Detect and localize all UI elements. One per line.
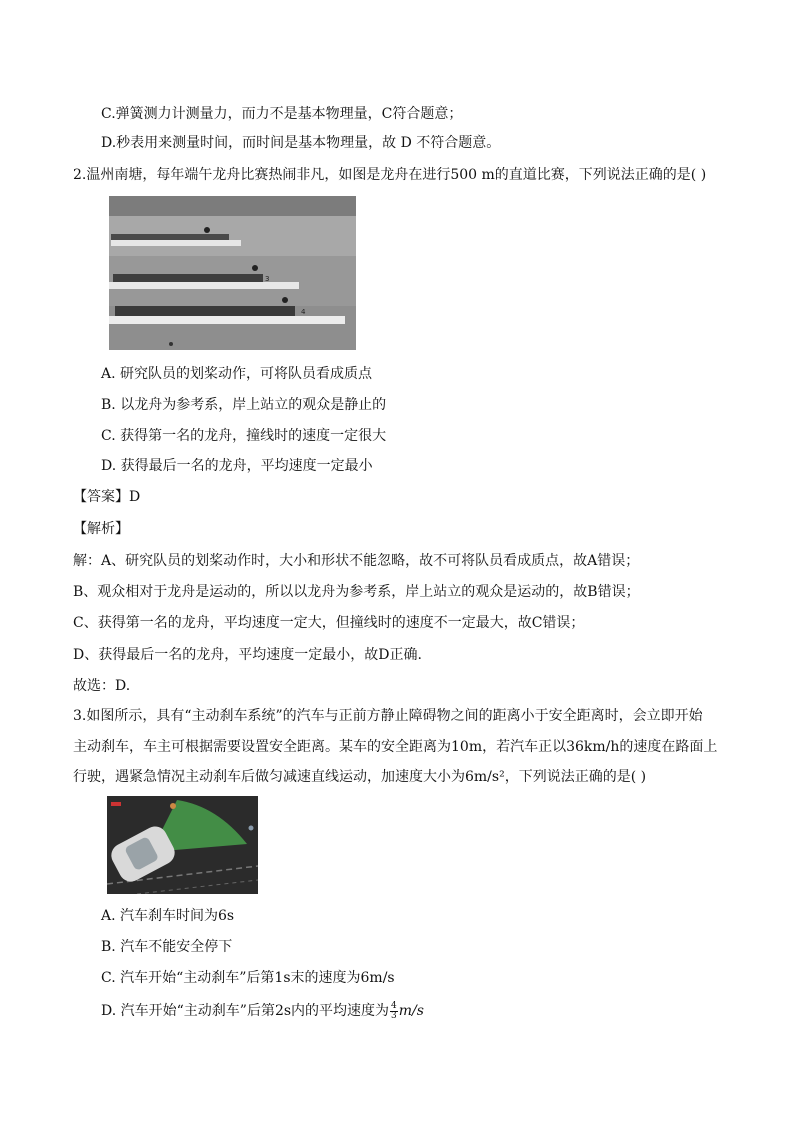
q3-option-d [101, 1001, 424, 1021]
question-3-line-1: 3.如图所示，具有“主动刹车系统”的汽车与正前方静止障碍物之间的距离小于安全距离时，会立即开始 [73, 708, 703, 724]
question-2: 2.温州南塘，每年端午龙舟比赛热闹非凡，如图是龙舟在进行500 m的直道比赛，下列说法正确的是( ) [73, 167, 707, 183]
q2-option-b: B. 以龙舟为参考系，岸上站立的观众是静止的 [101, 397, 387, 413]
fraction-numerator: 4 [391, 1000, 397, 1011]
boat-number-3: 3 [265, 275, 270, 283]
fraction [390, 1002, 398, 1021]
q3-option-d-unit: m/s [398, 1003, 424, 1019]
analysis-label: 【解析】 [73, 521, 129, 537]
line-c-prev: C.弹簧测力计测量力，而力不是基本物理量，C符合题意； [101, 106, 463, 122]
pedestrian-2 [249, 826, 254, 831]
question-3-line-2: 主动刹车，车主可根据需要设置安全距离。某车的安全距离为10m，若汽车正以36km/h的速度在路面上 [73, 739, 718, 755]
answer-label: 【答案】D [73, 489, 141, 505]
question-3-line-3: 行驶，遇紧急情况主动刹车后做匀减速直线运动，加速度大小为6m/s²，下列说法正确的是( ) [73, 769, 647, 785]
analysis-line-3: C、获得第一名的龙舟，平均速度一定大，但撞线时的速度不一定最大，故C错误； [73, 615, 585, 631]
q2-option-d: D. 获得最后一名的龙舟，平均速度一定最小 [101, 458, 373, 474]
q3-option-c: C. 汽车开始“主动刹车”后第1s末的速度为6m/s [101, 970, 395, 986]
pedestrian-1 [170, 803, 176, 809]
fraction-denominator: 3 [391, 1010, 397, 1021]
warning-marker [111, 802, 121, 806]
line-d-prev: D.秒表用来测量时间，而时间是基本物理量，故 D 不符合题意。 [101, 135, 501, 151]
q3-option-b: B. 汽车不能安全停下 [101, 939, 233, 955]
q3-option-a: A. 汽车刹车时间为6s [101, 908, 235, 924]
boat-number-4: 4 [301, 308, 306, 316]
car-braking-figure [107, 796, 258, 894]
dragon-boat-figure [109, 196, 356, 350]
q2-option-a: A. 研究队员的划桨动作，可将队员看成质点 [101, 366, 373, 382]
top-bank [109, 196, 356, 216]
analysis-line-4: D、获得最后一名的龙舟，平均速度一定最小，故D正确. [73, 647, 422, 663]
analysis-line-1: 解：A、研究队员的划桨动作时，大小和形状不能忽略，故不可将队员看成质点，故A错误； [73, 553, 640, 569]
q3-option-d-text: D. 汽车开始“主动刹车”后第2s内的平均速度为 [101, 1003, 390, 1019]
q2-option-c: C. 获得第一名的龙舟，撞线时的速度一定很大 [101, 428, 387, 444]
analysis-line-2: B、观众相对于龙舟是运动的，所以以龙舟为参考系，岸上站立的观众是运动的，故B错误； [73, 584, 640, 600]
choose-line: 故选：D. [73, 678, 131, 694]
buoy [169, 342, 173, 346]
